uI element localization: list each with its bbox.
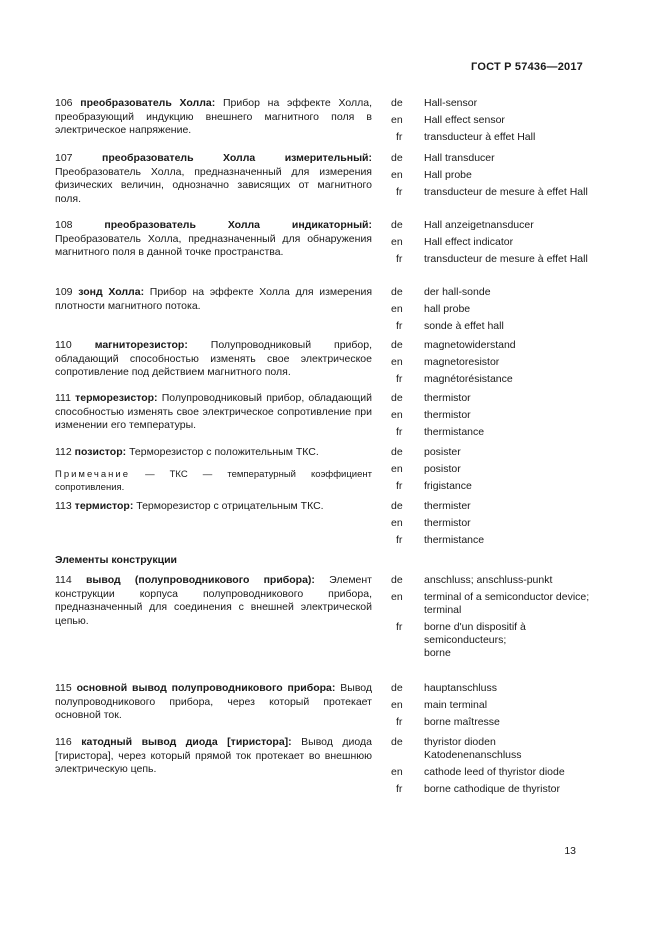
equiv-de: Hall-sensor <box>424 97 478 109</box>
equiv-fr: frigistance <box>424 480 472 492</box>
term-114 <box>55 574 372 628</box>
term-115 <box>55 682 372 723</box>
equivalents-114: de anschluss; anschluss-punkt en terminal of a semiconductor device; terminal fr borne d'un dispositif à semiconducteurs; borne <box>391 574 590 659</box>
term-definition: Прибор на эффекте Холла для измерения плотности магнитного потока. <box>55 286 373 312</box>
equiv-fr: sonde à effet hall <box>424 320 504 332</box>
equivalents-106: de Hall-sensor en Hall effect sensor fr transducteur à effet Hall <box>391 97 591 148</box>
equiv-fr: borne maîtresse <box>424 716 500 728</box>
term-113 <box>55 500 372 514</box>
term-name: преобразователь Холла индикаторный: <box>104 219 372 231</box>
equiv-en: Hall probe <box>424 169 472 181</box>
equiv-en: Hall effect indicator <box>424 236 514 248</box>
term-name: магниторезистор: <box>94 339 188 351</box>
term-name: термистор: <box>74 500 134 512</box>
term-110 <box>55 339 372 380</box>
term-definition: Преобразователь Холла, предназначенный для обнаружения магнитного поля в данной точке пространства. <box>55 232 372 258</box>
term-108 <box>55 219 372 260</box>
equivalents-113: de thermister en thermistor fr thermistance <box>391 500 591 551</box>
equiv-fr: magnétorésistance <box>424 373 513 385</box>
equiv-fr: transducteur à effet Hall <box>424 131 536 143</box>
term-name: катодный вывод диода [тиристора]: <box>81 736 292 748</box>
term-number: 110 <box>55 339 72 351</box>
term-106 <box>55 97 372 138</box>
equivalents-116: de thyristor dioden Katodenenanschluss en cathode leed of thyristor diode fr borne cathodique de thyristor <box>391 736 591 800</box>
term-name: преобразователь Холла: <box>80 97 216 109</box>
term-name: зонд Холла: <box>78 286 145 298</box>
equiv-de: magnetowiderstand <box>424 339 516 351</box>
term-definition: Прибор на эффекте Холла, преобразующий индукцию внешнего магнитного поля в электрическое напряжение. <box>55 97 373 136</box>
document-header: ГОСТ Р 57436—2017 <box>471 61 583 73</box>
equivalents-111: de thermistor en thermistor fr thermistance <box>391 392 591 443</box>
term-number: 112 <box>55 446 72 458</box>
term-number: 108 <box>55 219 73 231</box>
term-name: основной вывод полупроводникового прибора: <box>76 682 336 694</box>
term-number: 116 <box>55 736 72 748</box>
equiv-de: Hall anzeigetnansducer <box>424 219 534 231</box>
equiv-de: posister <box>424 446 461 458</box>
equiv-fr: transducteur de mesure à effet Hall <box>424 186 588 198</box>
term-112 <box>55 446 372 494</box>
term-109 <box>55 286 372 313</box>
equiv-de: Hall transducer <box>424 152 495 164</box>
term-number: 106 <box>55 97 73 109</box>
equiv-en: magnetoresistor <box>424 356 500 368</box>
equiv-de: anschluss; anschluss-punkt <box>424 574 553 586</box>
equiv-en: cathode leed of thyristor diode <box>424 766 565 778</box>
note-text: — ТКС — температурный коэффициент сопротивления. <box>55 468 372 493</box>
equivalents-110: de magnetowiderstand en magnetoresistor fr magnétorésistance <box>391 339 591 390</box>
term-name: преобразователь Холла измерительный: <box>102 152 372 164</box>
term-number: 113 <box>55 500 72 512</box>
equiv-de: hauptanschluss <box>424 682 497 694</box>
term-number: 114 <box>55 574 72 586</box>
section-title: Элементы конструкции <box>55 554 178 566</box>
term-definition: Вывод полупроводникового прибора, через который протекает основной ток. <box>55 682 373 721</box>
equiv-en: main terminal <box>424 699 488 711</box>
equiv-fr: thermistance <box>424 534 485 546</box>
term-name: позистор: <box>74 446 127 458</box>
term-number: 109 <box>55 286 73 298</box>
note <box>55 468 372 494</box>
equiv-en: hall probe <box>424 303 471 315</box>
note-label: Примечание <box>55 468 130 480</box>
term-number: 107 <box>55 152 73 164</box>
term-definition: Терморезистор с положительным ТКС. <box>129 446 319 458</box>
equiv-fr: borne cathodique de thyristor <box>424 783 561 795</box>
term-111 <box>55 392 372 433</box>
term-definition: Полупроводниковый прибор, обладающий способностью изменять свое электрическое сопротивление под действием магнитного поля. <box>55 339 373 378</box>
equiv-fr: thermistance <box>424 426 485 438</box>
term-name: вывод (полупроводникового прибора): <box>85 574 315 586</box>
equiv-en: posistor <box>424 463 461 475</box>
term-107 <box>55 152 372 206</box>
equivalents-115: de hauptanschluss en main terminal fr borne maîtresse <box>391 682 591 733</box>
term-definition: Вывод диода [тиристора], через который прямой ток протекает во внешнюю электрическую цепь. <box>55 736 372 775</box>
equiv-fr: borne d'un dispositif à semiconducteurs; borne <box>424 621 526 659</box>
term-definition: Терморезистор с отрицательным ТКС. <box>136 500 324 512</box>
page-number: 13 <box>564 845 576 857</box>
equiv-de: thermistor <box>424 392 471 404</box>
equivalents-108: de Hall anzeigetnansducer en Hall effect indicator fr transducteur de mesure à effet Hall <box>391 219 591 270</box>
equiv-en: thermistor <box>424 409 471 421</box>
term-definition: Элемент конструкции корпуса полупроводникового прибора, предназначенный для соединения с внешней электрической цепью. <box>55 574 372 627</box>
term-definition: Полупроводниковый прибор, обладающий способностью изменять свое электрическое сопротивление при изменении его температуры. <box>55 392 372 431</box>
equiv-fr: transducteur de mesure à effet Hall <box>424 253 588 265</box>
equiv-de: thyristor dioden Katodenenanschluss <box>424 736 522 761</box>
term-number: 115 <box>55 682 72 694</box>
equiv-en: terminal of a semiconductor device; terminal <box>424 591 590 616</box>
term-name: терморезистор: <box>75 392 158 404</box>
equivalents-112: de posister en posistor fr frigistance <box>391 446 591 497</box>
equivalents-107: de Hall transducer en Hall probe fr transducteur de mesure à effet Hall <box>391 152 591 203</box>
term-116 <box>55 736 372 777</box>
equiv-en: Hall effect sensor <box>424 114 505 126</box>
term-number: 111 <box>55 392 71 404</box>
equiv-de: der hall-sonde <box>424 286 491 298</box>
equiv-de: thermister <box>424 500 471 512</box>
equiv-en: thermistor <box>424 517 471 529</box>
term-definition: Преобразователь Холла, предназначенный для измерения физических величин, однозначно зависящих от магнитного поля. <box>55 165 372 205</box>
equivalents-109: de der hall-sonde en hall probe fr sonde à effet hall <box>391 286 591 337</box>
